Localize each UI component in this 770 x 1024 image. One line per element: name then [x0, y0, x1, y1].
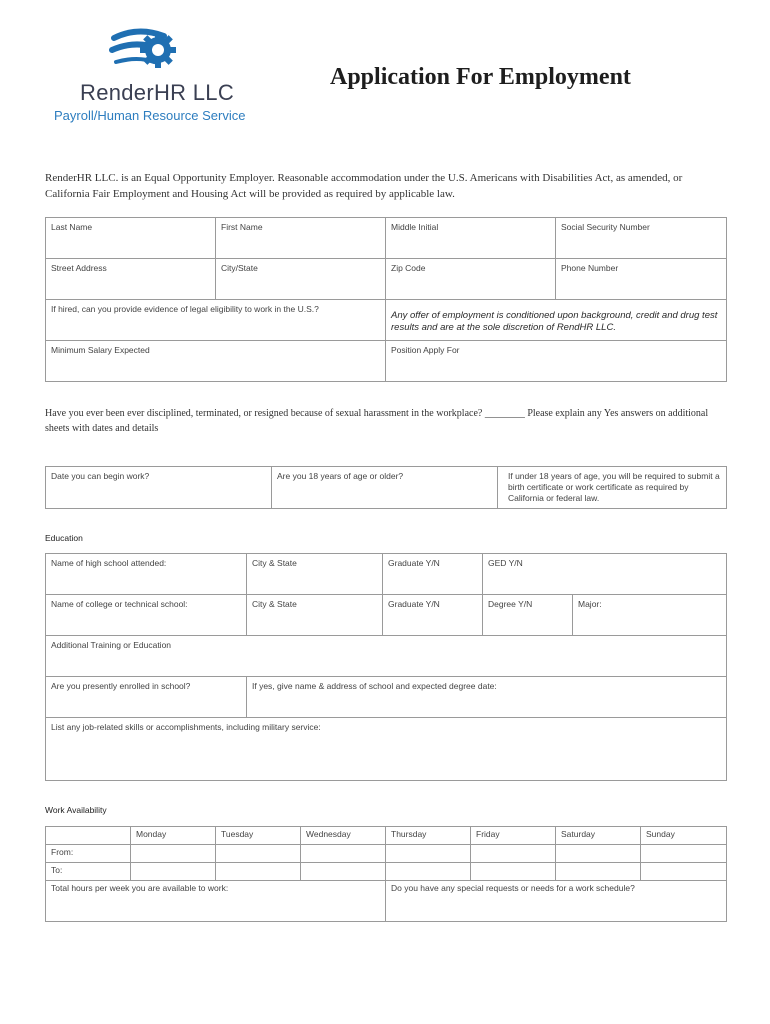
day-header-tuesday: Tuesday	[216, 827, 301, 845]
last-name-field[interactable]	[46, 218, 216, 259]
col-city-state-label: City & State	[252, 599, 297, 609]
street-address-field[interactable]	[46, 259, 216, 300]
under-18-note-cell	[498, 467, 727, 509]
intro-text: RenderHR LLC. is an Equal Opportunity Employer. Reasonable accommodation under the U.S. Americans with Disabilities Act, as amended, or California Fair Employment and Housing Act will be provided as required by applicable law.	[45, 172, 683, 200]
to-saturday-field[interactable]	[556, 863, 641, 881]
middle-initial-label: Middle Initial	[391, 222, 439, 232]
from-friday-field[interactable]	[471, 845, 556, 863]
day-header-wednesday: Wednesday	[301, 827, 386, 845]
day-header-thursday: Thursday	[386, 827, 471, 845]
harassment-question: Have you ever been ever disciplined, terminated, or resigned because of sexual harassment in the workplace? ________ Please explain any Yes answers on additional sheets with dates and details	[45, 408, 709, 434]
under-18-note: If under 18 years of age, you will be required to submit a birth certificate or work certificate as required by California or federal law.	[508, 471, 720, 503]
zip-code-label: Zip Code	[391, 263, 426, 273]
company-logo	[108, 28, 188, 76]
day-header-saturday: Saturday	[556, 827, 641, 845]
from-sunday-field[interactable]	[641, 845, 727, 863]
ged-label: GED Y/N	[488, 558, 523, 568]
from-monday-field[interactable]	[131, 845, 216, 863]
ssn-label: Social Security Number	[561, 222, 650, 232]
hs-city-state-label: City & State	[252, 558, 297, 568]
to-sunday-field[interactable]	[641, 863, 727, 881]
skills-field[interactable]	[46, 718, 727, 781]
day-header-monday: Monday	[131, 827, 216, 845]
college-label: Name of college or technical school:	[51, 599, 188, 609]
last-name-label: Last Name	[51, 222, 93, 232]
min-salary-field[interactable]	[46, 341, 386, 382]
to-tuesday-field[interactable]	[216, 863, 301, 881]
ged-field[interactable]	[483, 554, 727, 595]
high-school-field[interactable]	[46, 554, 247, 595]
min-salary-label: Minimum Salary Expected	[51, 345, 150, 355]
to-friday-field[interactable]	[471, 863, 556, 881]
from-row-label: From:	[46, 845, 131, 863]
position-field[interactable]	[386, 341, 727, 382]
offer-notice-cell	[386, 300, 727, 341]
phone-number-field[interactable]	[556, 259, 727, 300]
skills-label: List any job-related skills or accomplishments, including military service:	[51, 722, 321, 732]
additional-training-field[interactable]	[46, 636, 727, 677]
education-heading: Education	[45, 533, 83, 543]
hs-city-state-field[interactable]	[247, 554, 383, 595]
city-state-field[interactable]	[216, 259, 386, 300]
work-availability-heading: Work Availability	[45, 805, 107, 815]
begin-work-field[interactable]	[46, 467, 272, 509]
wa-corner-cell	[46, 827, 131, 845]
major-field[interactable]	[573, 595, 727, 636]
start-info-table	[45, 466, 727, 509]
special-requests-field[interactable]	[386, 881, 727, 922]
to-row-label: To:	[46, 863, 131, 881]
to-monday-field[interactable]	[131, 863, 216, 881]
to-wednesday-field[interactable]	[301, 863, 386, 881]
personal-info-table	[45, 217, 727, 382]
from-tuesday-field[interactable]	[216, 845, 301, 863]
legal-eligibility-field[interactable]	[46, 300, 386, 341]
col-graduate-field[interactable]	[383, 595, 483, 636]
from-saturday-field[interactable]	[556, 845, 641, 863]
from-wednesday-field[interactable]	[301, 845, 386, 863]
work-availability-table	[45, 826, 727, 922]
total-hours-label: Total hours per week you are available to work:	[51, 883, 229, 893]
street-address-label: Street Address	[51, 263, 107, 273]
education-table	[45, 553, 727, 781]
enrolled-field[interactable]	[46, 677, 247, 718]
logo-tagline: Payroll/Human Resource Service	[54, 108, 246, 123]
age-18-label: Are you 18 years of age or older?	[277, 471, 404, 481]
zip-code-field[interactable]	[386, 259, 556, 300]
position-label: Position Apply For	[391, 345, 460, 355]
page-title: Application For Employment	[330, 64, 631, 90]
major-label: Major:	[578, 599, 602, 609]
to-thursday-field[interactable]	[386, 863, 471, 881]
enrolled-detail-label: If yes, give name & address of school and expected degree date:	[252, 681, 497, 691]
day-header-sunday: Sunday	[641, 827, 727, 845]
special-requests-label: Do you have any special requests or needs for a work schedule?	[391, 883, 635, 893]
day-header-friday: Friday	[471, 827, 556, 845]
col-city-state-field[interactable]	[247, 595, 383, 636]
high-school-label: Name of high school attended:	[51, 558, 167, 568]
degree-label: Degree Y/N	[488, 599, 533, 609]
city-state-label: City/State	[221, 263, 258, 273]
offer-notice: Any offer of employment is conditioned upon background, credit and drug test results and are at the sole discretion of RendHR LLC.	[391, 310, 718, 333]
logo-name: RenderHR LLC	[80, 80, 235, 105]
begin-work-label: Date you can begin work?	[51, 471, 150, 481]
gear-logo-icon	[108, 28, 188, 76]
first-name-field[interactable]	[216, 218, 386, 259]
age-18-field[interactable]	[272, 467, 498, 509]
college-field[interactable]	[46, 595, 247, 636]
legal-eligibility-label: If hired, can you provide evidence of legal eligibility to work in the U.S.?	[51, 304, 319, 314]
degree-field[interactable]	[483, 595, 573, 636]
hs-graduate-field[interactable]	[383, 554, 483, 595]
additional-training-label: Additional Training or Education	[51, 640, 172, 650]
enrolled-detail-field[interactable]	[247, 677, 727, 718]
phone-number-label: Phone Number	[561, 263, 619, 273]
hs-graduate-label: Graduate Y/N	[388, 558, 440, 568]
enrolled-label: Are you presently enrolled in school?	[51, 681, 191, 691]
from-thursday-field[interactable]	[386, 845, 471, 863]
col-graduate-label: Graduate Y/N	[388, 599, 440, 609]
total-hours-field[interactable]	[46, 881, 386, 922]
first-name-label: First Name	[221, 222, 263, 232]
middle-initial-field[interactable]	[386, 218, 556, 259]
ssn-field[interactable]	[556, 218, 727, 259]
